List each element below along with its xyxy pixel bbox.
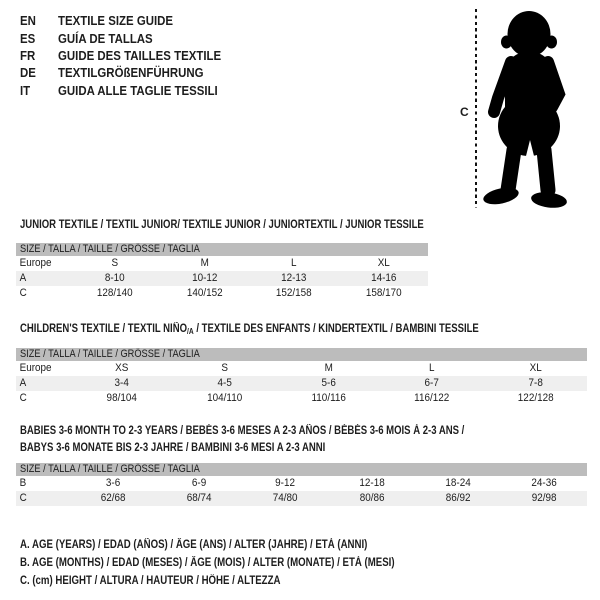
table-cell: 80/86 bbox=[359, 492, 384, 504]
size-header-text: SIZE / TALLA / TAILLE / GRÖSSE / TAGLIA bbox=[20, 348, 200, 360]
language-row bbox=[20, 12, 243, 29]
language-code bbox=[20, 65, 58, 80]
table-cell: 152/158 bbox=[275, 287, 312, 299]
size-header-bar bbox=[16, 463, 587, 476]
language-label-text: GUIDA ALLE TAGLIE TESSILI bbox=[58, 82, 218, 98]
table-cell: L bbox=[290, 257, 297, 269]
table-cell: 110/116 bbox=[311, 392, 346, 404]
language-label-text: GUIDE DES TAILLES TEXTILE bbox=[58, 47, 222, 63]
footnotes bbox=[20, 536, 466, 591]
table-cell: 158/170 bbox=[365, 287, 402, 299]
footnote-line bbox=[20, 536, 466, 554]
table-cell: 5-6 bbox=[321, 377, 336, 389]
table-title bbox=[20, 423, 464, 457]
table-cell: 140/152 bbox=[186, 287, 223, 299]
table-title-text: BABYS 3-6 MONATE BIS 2-3 JAHRE / BAMBINI 3-6 MESI A 2-3 ANNI bbox=[20, 442, 326, 454]
table-cell: 104/110 bbox=[207, 392, 243, 404]
row-label: B bbox=[19, 477, 27, 489]
footnote-text: B. AGE (MONTHS) / EDAD (MESES) / ÂGE (MOIS) / ALTER (MONATE) / ETÀ (MESI) bbox=[20, 557, 395, 570]
row-label: C bbox=[19, 492, 27, 504]
table-row bbox=[16, 391, 587, 406]
table-cell: 4-5 bbox=[217, 377, 233, 389]
size-header-text: SIZE / TALLA / TAILLE / GRÖSSE / TAGLIA bbox=[20, 243, 200, 255]
language-row bbox=[20, 64, 243, 81]
language-label bbox=[58, 31, 166, 46]
language-row bbox=[20, 82, 243, 99]
table-cell: 10-12 bbox=[191, 272, 217, 284]
row-label: A bbox=[19, 377, 27, 389]
table-cell: 12-18 bbox=[358, 477, 385, 489]
language-row bbox=[20, 29, 243, 46]
table-cell: 18-24 bbox=[445, 477, 471, 489]
footnote-line bbox=[20, 554, 466, 572]
table-row bbox=[16, 256, 428, 271]
language-label bbox=[58, 13, 189, 28]
table-cell: 116/122 bbox=[414, 392, 450, 404]
table-cell: 68/74 bbox=[186, 492, 212, 504]
height-measure-label: C bbox=[460, 105, 469, 119]
table-cell: M bbox=[200, 257, 209, 269]
table-row bbox=[16, 286, 428, 301]
language-label-text: TEXTILE SIZE GUIDE bbox=[58, 13, 174, 29]
table-cell: 86/92 bbox=[445, 492, 471, 504]
height-measure-line bbox=[475, 9, 477, 208]
table-row bbox=[16, 376, 587, 391]
size-header-bar bbox=[16, 348, 587, 361]
language-label-text: TEXTILGRÖßENFÜHRUNG bbox=[58, 65, 204, 81]
row-label: Europe bbox=[19, 257, 52, 269]
table-title bbox=[20, 321, 479, 340]
language-code-text: ES bbox=[20, 30, 36, 46]
table-cell: 7-8 bbox=[528, 377, 543, 389]
table-cell: 92/98 bbox=[531, 492, 557, 504]
footnote-text: A. AGE (YEARS) / EDAD (AÑOS) / ÂGE (ANS) / ALTER (JAHRE) / ETÀ (ANNI) bbox=[20, 539, 368, 551]
language-label bbox=[58, 83, 240, 98]
language-row bbox=[20, 47, 243, 64]
table-cell: 128/140 bbox=[96, 287, 133, 299]
table-cell: XL bbox=[377, 257, 390, 269]
table-title-text: /A bbox=[187, 327, 194, 336]
footnote-text: C. (cm) HEIGHT / ALTURA / HAUTEUR / HÖHE / ALTEZZA bbox=[20, 575, 281, 588]
language-code-text: EN bbox=[20, 13, 36, 29]
language-label-text: GUÍA DE TALLAS bbox=[58, 30, 153, 46]
language-code-text: IT bbox=[20, 82, 31, 98]
table-cell: 74/80 bbox=[273, 492, 298, 504]
row-label: A bbox=[19, 272, 27, 284]
table-row bbox=[16, 491, 587, 506]
table-cell: 3-6 bbox=[105, 477, 121, 489]
table-rows bbox=[16, 256, 428, 301]
language-code bbox=[20, 48, 58, 63]
row-label: C bbox=[19, 392, 27, 404]
row-label: Europe bbox=[19, 362, 52, 374]
table-cell: XL bbox=[529, 362, 542, 374]
table-title bbox=[20, 217, 424, 234]
table-cell: S bbox=[111, 257, 119, 269]
table-cell: 98/104 bbox=[106, 392, 137, 404]
size-header-bar bbox=[16, 243, 428, 256]
table-rows bbox=[16, 361, 587, 406]
table-cell: 62/68 bbox=[100, 492, 126, 504]
language-label bbox=[58, 65, 223, 80]
table-title-text: JUNIOR TEXTILE / TEXTIL JUNIOR/ TEXTILE JUNIOR / JUNIORTEXTIL / JUNIOR TESSILE bbox=[20, 219, 424, 231]
size-header-text: SIZE / TALLA / TAILLE / GRÖSSE / TAGLIA bbox=[20, 463, 200, 475]
table-cell: 122/128 bbox=[517, 392, 554, 404]
table-cell: L bbox=[429, 362, 435, 374]
table-cell: XS bbox=[115, 362, 129, 374]
table-cell: S bbox=[221, 362, 229, 374]
table-row bbox=[16, 476, 587, 491]
table-cell: 14-16 bbox=[370, 272, 396, 284]
language-code bbox=[20, 31, 58, 46]
footnote-line bbox=[20, 572, 466, 590]
table-cell: 8-10 bbox=[104, 272, 125, 284]
table-cell: 6-7 bbox=[424, 377, 440, 389]
table-row bbox=[16, 271, 428, 286]
language-code-text: FR bbox=[20, 47, 36, 63]
language-code-text: DE bbox=[20, 65, 36, 81]
table-cell: 24-36 bbox=[531, 477, 557, 489]
language-label bbox=[58, 48, 243, 63]
language-list bbox=[20, 12, 243, 99]
table-rows bbox=[16, 476, 587, 506]
table-cell: 6-9 bbox=[192, 477, 207, 489]
table-cell: 9-12 bbox=[275, 477, 296, 489]
table-title-text: / TEXTILE DES ENFANTS / KINDERTEXTIL / BAMBINI TESSILE bbox=[193, 323, 479, 335]
table-title-text: BABIES 3-6 MONTH TO 2-3 YEARS / BEBÉS 3-6 MESES A 2-3 AÑOS / BÉBÉS 3-6 MOIS À 2-3 ANS / bbox=[20, 425, 465, 437]
language-code bbox=[20, 83, 58, 98]
table-cell: M bbox=[324, 362, 333, 374]
table-title-text: CHILDREN'S TEXTILE / TEXTIL NIÑO bbox=[20, 323, 188, 335]
table-row bbox=[16, 361, 587, 376]
table-cell: 12-13 bbox=[281, 272, 307, 284]
baby-silhouette-icon bbox=[478, 2, 580, 212]
language-code bbox=[20, 13, 58, 28]
row-label: C bbox=[19, 287, 27, 299]
table-cell: 3-4 bbox=[114, 377, 129, 389]
